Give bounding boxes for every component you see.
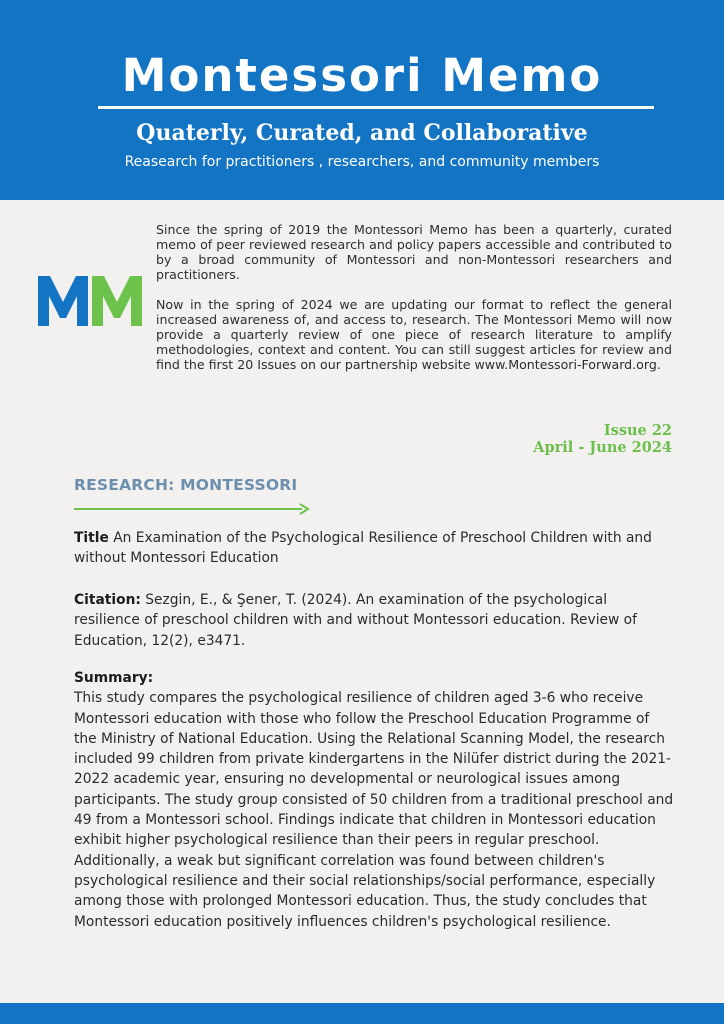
section-arrow-icon bbox=[74, 503, 310, 515]
title-label: Title bbox=[74, 530, 109, 546]
article-citation bbox=[74, 590, 674, 651]
summary-text: This study compares the psychological resilience of children aged 3-6 who receive Montessori education with those who follow the Preschool Education Programme of the Ministry of National Education. Using the Relational Scanning Model, the research included 99 children from private kindergartens in the Nilüfer district during the 2021-2022 academic year, ensuring no developmental or neurological issues among participants. The study group consisted of 50 children from a traditional preschool and 49 from a Montessori school. Findings indicate that children in Montessori education exhibit higher psychological resilience than their peers in regular preschool. Additionally, a weak but significant correlation was found between children's psychological resilience and their social relationships/social performance, especially among those with prolonged Montessori education. Thus, the study concludes that Montessori education positively influences children's psychological resilience. bbox=[74, 690, 674, 930]
summary-label: Summary: bbox=[74, 670, 154, 686]
article-summary bbox=[74, 668, 674, 932]
citation-text: Sezgin, E., & Şener, T. (2024). An examination of the psychological resilience of preschool children with and without Montessori education. Review of Education, 12(2), e3471. bbox=[74, 592, 637, 649]
issue-number: Issue 22 bbox=[603, 422, 672, 439]
intro-paragraph-1: Since the spring of 2019 the Montessori Memo has been a quarterly, curated memo of peer reviewed research and policy papers accessible and contributed to by a broad community of Montessori and non-Montessori researchers and practitioners. bbox=[156, 222, 672, 282]
section-heading: RESEARCH: MONTESSORI bbox=[74, 476, 298, 494]
page-tagline: Reasearch for practitioners , researchers, and community members bbox=[124, 154, 600, 170]
page-subtitle: Quaterly, Curated, and Collaborative bbox=[136, 120, 588, 146]
header-banner bbox=[0, 0, 724, 200]
footer-bar bbox=[0, 1003, 724, 1024]
issue-info bbox=[533, 422, 672, 456]
intro-text bbox=[156, 222, 672, 387]
citation-label: Citation: bbox=[74, 592, 141, 608]
issue-dates: April - June 2024 bbox=[533, 439, 672, 456]
intro-paragraph-2: Now in the spring of 2024 we are updating our format to reflect the general increased awareness of, and access to, research. The Montessori Memo will now provide a quarterly review of one piece of research literature to amplify methodologies, context and content. You can still suggest articles for review and find the first 20 Issues on our partnership website www.Montessori-Forward.org. bbox=[156, 297, 672, 372]
article-title bbox=[74, 528, 674, 569]
page-title: Montessori Memo bbox=[121, 49, 603, 102]
mm-logo bbox=[36, 272, 146, 328]
title-underline bbox=[98, 106, 654, 109]
title-text: An Examination of the Psychological Resilience of Preschool Children with and without Montessori Education bbox=[74, 530, 652, 567]
